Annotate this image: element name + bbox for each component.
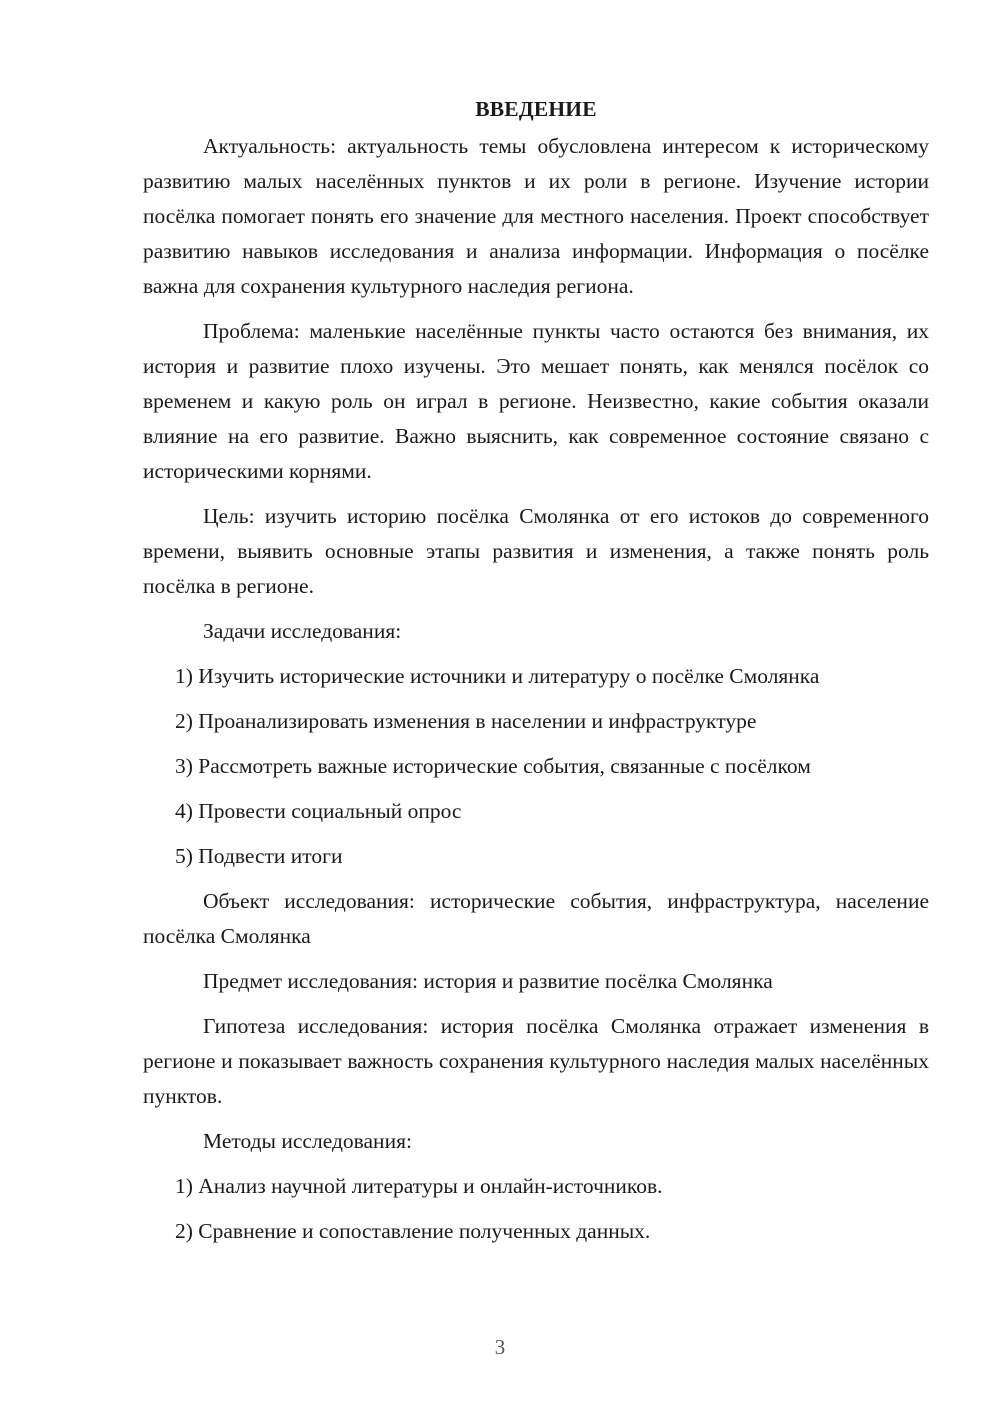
paragraph-hypothesis: Гипотеза исследования: история посёлка Смолянка отражает изменения в регионе и показывает важность сохранения культурного наследия малых населённых пунктов. (143, 1014, 929, 1108)
task-item-1: 1) Изучить исторические источники и литературу о посёлке Смолянка (175, 664, 820, 688)
page-title: ВВЕДЕНИЕ (475, 97, 597, 121)
paragraph-relevance: Актуальность: актуальность темы обусловлена интересом к историческому развитию малых населённых пунктов и их роли в регионе. Изучение истории посёлка помогает понять его значение для местного населения. Проект способствует развитию навыков исследования и анализа информации. Информация о посёлке важна для сохранения культурного наследия региона. (143, 134, 929, 298)
page-content (143, 92, 929, 1259)
method-item-1: 1) Анализ научной литературы и онлайн-источников. (175, 1174, 663, 1198)
methods-heading: Методы исследования: (203, 1129, 412, 1153)
tasks-heading: Задачи исследования: (203, 619, 402, 643)
method-item-2: 2) Сравнение и сопоставление полученных данных. (175, 1219, 651, 1243)
paragraph-problem: Проблема: маленькие населённые пункты часто остаются без внимания, их история и развитие плохо изучены. Это мешает понять, как менялся посёлок со временем и какую роль он играл в регионе. Неизвестно, какие события оказали влияние на его развитие. Важно выяснить, как современное состояние связано с историческими корнями. (143, 319, 929, 483)
task-item-4: 4) Провести социальный опрос (175, 799, 462, 823)
paragraph-goal: Цель: изучить историю посёлка Смолянка от его истоков до современного времени, выявить основные этапы развития и изменения, а также понять роль посёлка в регионе. (143, 504, 929, 598)
task-item-5: 5) Подвести итоги (175, 844, 343, 868)
task-item-2: 2) Проанализировать изменения в населении и инфраструктуре (175, 709, 757, 733)
page-number: 3 (494, 1335, 506, 1359)
task-item-3: 3) Рассмотреть важные исторические события, связанные с посёлком (175, 754, 811, 778)
paragraph-object: Объект исследования: исторические события, инфраструктура, население посёлка Смолянка (143, 889, 929, 948)
paragraph-subject: Предмет исследования: история и развитие посёлка Смолянка (203, 969, 773, 993)
